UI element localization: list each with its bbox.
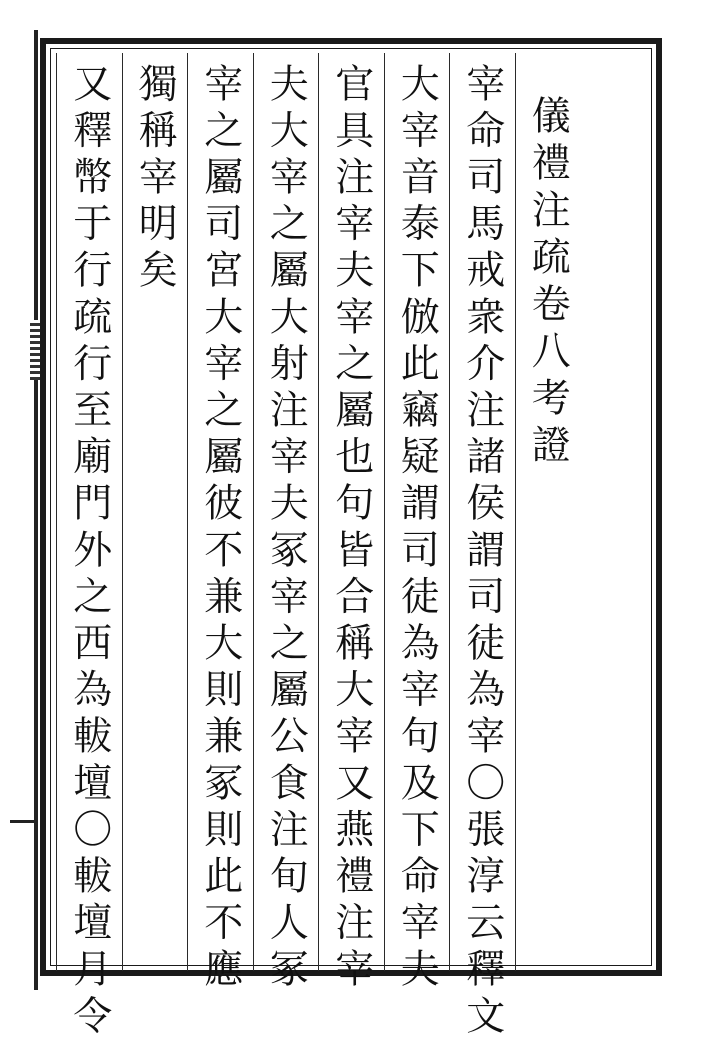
text-column-5 (187, 53, 253, 995)
facing-page-edge (0, 30, 44, 990)
text-line: 宰之屬司宮大宰之屬彼不兼大則兼冢則此不應 (197, 63, 243, 995)
spine-rule (34, 30, 38, 990)
text-line: 官具注宰夫宰之屬也句皆合稱大宰又燕禮注宰 (328, 63, 374, 995)
text-columns (56, 53, 580, 1042)
text-line: 獨稱宰明矣 (132, 63, 178, 296)
text-column-1 (449, 53, 515, 1042)
text-column-7 (56, 53, 122, 1042)
spine-tick (10, 820, 36, 823)
page-title: 儀禮注疏卷八考證 (525, 95, 571, 471)
text-column-6 (122, 53, 188, 971)
text-line: 大宰音泰下倣此竊疑謂司徒為宰句及下命宰夫 (394, 63, 440, 995)
text-column-2 (384, 53, 450, 995)
text-column-3 (318, 53, 384, 995)
text-column-4 (253, 53, 319, 995)
text-line: 又釋幣于行疏行至廟門外之西為軷壇〇軷壇月令 (66, 63, 112, 1042)
text-line: 宰命司馬戒衆介注諸侯謂司徒為宰〇張淳云釋文 (459, 63, 505, 1042)
title-column (515, 53, 581, 971)
text-line: 夫大宰之屬大射注宰夫冢宰之屬公食注旬人冢 (263, 63, 309, 995)
